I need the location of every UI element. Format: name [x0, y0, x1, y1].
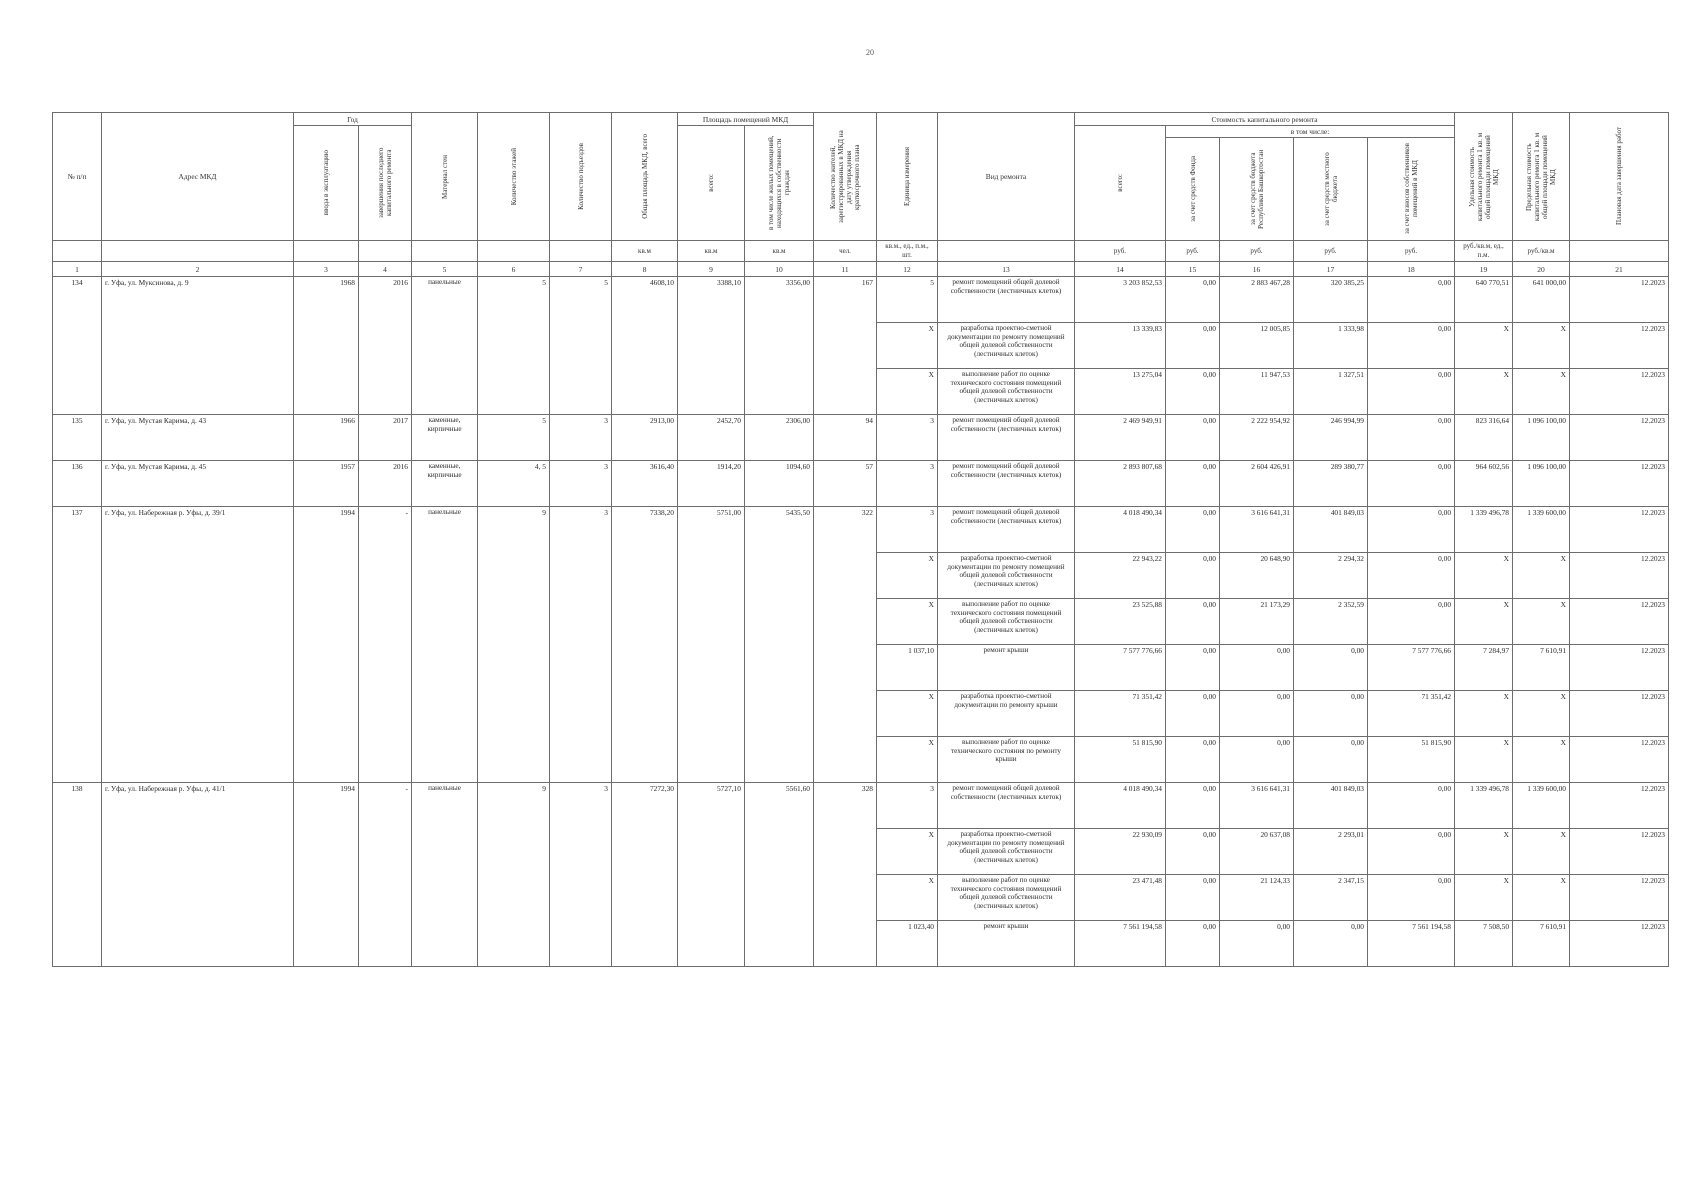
- col-number: 21: [1570, 262, 1669, 277]
- cost-local: 2 347,15: [1294, 875, 1368, 921]
- work-unit: X: [877, 691, 938, 737]
- deadline-date: 12.2023: [1570, 875, 1669, 921]
- resident-count: 167: [814, 277, 877, 415]
- repair-type: выполнение работ по оценке технического состояния помещений общей долевой собственности (лестничных клеток): [938, 599, 1075, 645]
- cost-local: 401 849,03: [1294, 507, 1368, 553]
- commission-year: 1994: [294, 783, 359, 967]
- col-number: 17: [1294, 262, 1368, 277]
- last-repair-year: 2016: [359, 461, 412, 507]
- cost-budget-rb: 20 648,90: [1220, 553, 1294, 599]
- entrance-count: 3: [550, 507, 612, 783]
- cost-budget-rb: 21 124,33: [1220, 875, 1294, 921]
- max-cost: X: [1513, 875, 1570, 921]
- unit-cost: X: [1455, 829, 1513, 875]
- work-unit: 3: [877, 415, 938, 461]
- deadline-date: 12.2023: [1570, 461, 1669, 507]
- table-row: [53, 461, 1669, 507]
- unit-cell: чел.: [814, 241, 877, 262]
- cost-local: 320 385,25: [1294, 277, 1368, 323]
- unit-cost: 964 602,56: [1455, 461, 1513, 507]
- house-number: 138: [53, 783, 102, 967]
- table-row: [53, 415, 1669, 461]
- cost-local: 0,00: [1294, 737, 1368, 783]
- premises-area: 5751,00: [678, 507, 745, 783]
- col-year-commission: ввода в эксплуатацию: [294, 126, 359, 241]
- last-repair-year: 2016: [359, 277, 412, 415]
- commission-year: 1994: [294, 507, 359, 783]
- repair-type: ремонт помещений общей долевой собственности (лестничных клеток): [938, 783, 1075, 829]
- cost-fund: 0,00: [1166, 691, 1220, 737]
- total-area: 3616,40: [612, 461, 678, 507]
- cost-total: 51 815,90: [1075, 737, 1166, 783]
- entrance-count: 3: [550, 783, 612, 967]
- col-number: 13: [938, 262, 1075, 277]
- wall-material: панельные: [412, 507, 478, 783]
- cost-owners: 0,00: [1368, 461, 1455, 507]
- floor-count: 9: [478, 507, 550, 783]
- col-number: 19: [1455, 262, 1513, 277]
- wall-material: панельные: [412, 783, 478, 967]
- col-cost-local: за счет средств местного бюджета: [1294, 138, 1368, 241]
- cost-fund: 0,00: [1166, 829, 1220, 875]
- cost-total: 4 018 490,34: [1075, 783, 1166, 829]
- unit-cost: X: [1455, 737, 1513, 783]
- unit-cell: руб.: [1368, 241, 1455, 262]
- total-area: 7272,30: [612, 783, 678, 967]
- unit-cell: кв.м: [612, 241, 678, 262]
- commission-year: 1957: [294, 461, 359, 507]
- resident-count: 322: [814, 507, 877, 783]
- cost-budget-rb: 2 604 426,91: [1220, 461, 1294, 507]
- deadline-date: 12.2023: [1570, 415, 1669, 461]
- col-number: 1: [53, 262, 102, 277]
- col-num: № п/п: [53, 113, 102, 241]
- cost-owners: 0,00: [1368, 553, 1455, 599]
- col-address: Адрес МКД: [102, 113, 294, 241]
- cost-budget-rb: 12 005,85: [1220, 323, 1294, 369]
- private-premises-area: 5435,50: [745, 507, 814, 783]
- col-number: 8: [612, 262, 678, 277]
- cost-total: 3 203 852,53: [1075, 277, 1166, 323]
- cost-total: 2 893 807,68: [1075, 461, 1166, 507]
- max-cost: 7 610,91: [1513, 921, 1570, 967]
- deadline-date: 12.2023: [1570, 645, 1669, 691]
- total-area: 4608,10: [612, 277, 678, 415]
- cost-local: 2 352,59: [1294, 599, 1368, 645]
- total-area: 7338,20: [612, 507, 678, 783]
- work-unit: X: [877, 553, 938, 599]
- table-row: [53, 277, 1669, 323]
- wall-material: панельные: [412, 277, 478, 415]
- cost-budget-rb: 3 616 641,31: [1220, 507, 1294, 553]
- col-year-group: Год: [294, 113, 412, 126]
- col-cost-incl: в том числе:: [1166, 126, 1455, 138]
- cost-fund: 0,00: [1166, 461, 1220, 507]
- unit-cell: кв.м: [678, 241, 745, 262]
- deadline-date: 12.2023: [1570, 507, 1669, 553]
- column-numbers-row: [53, 262, 1669, 277]
- private-premises-area: 2306,00: [745, 415, 814, 461]
- col-number: 20: [1513, 262, 1570, 277]
- house-address: г. Уфа, ул. Мустая Карима, д. 43: [102, 415, 294, 461]
- max-cost: 1 339 600,00: [1513, 783, 1570, 829]
- cost-total: 13 275,04: [1075, 369, 1166, 415]
- work-unit: X: [877, 737, 938, 783]
- table-row: [53, 507, 1669, 553]
- cost-local: 0,00: [1294, 691, 1368, 737]
- premises-area: 1914,20: [678, 461, 745, 507]
- table-body: [53, 277, 1669, 967]
- col-unit-cost: Удельная стоимость капитального ремонта 1 кв. м общей площади помещений МКД: [1455, 113, 1513, 241]
- floor-count: 5: [478, 415, 550, 461]
- deadline-date: 12.2023: [1570, 691, 1669, 737]
- cost-total: 7 561 194,58: [1075, 921, 1166, 967]
- page-number: 20: [866, 48, 874, 57]
- col-cost-owners: за счет взносов собственников помещений в МКД: [1368, 138, 1455, 241]
- cost-budget-rb: 21 173,29: [1220, 599, 1294, 645]
- col-residents: Количество жителей, зарегистрированных в МКД на дату утверждения краткосрочного плана: [814, 113, 877, 241]
- max-cost: 1 096 100,00: [1513, 415, 1570, 461]
- unit-cost: X: [1455, 553, 1513, 599]
- work-unit: 3: [877, 461, 938, 507]
- repair-plan-sheet: [52, 112, 1668, 967]
- cost-local: 0,00: [1294, 921, 1368, 967]
- unit-cost: X: [1455, 369, 1513, 415]
- premises-area: 3388,10: [678, 277, 745, 415]
- unit-cost: 1 339 496,78: [1455, 783, 1513, 829]
- col-number: 9: [678, 262, 745, 277]
- cost-fund: 0,00: [1166, 645, 1220, 691]
- commission-year: 1968: [294, 277, 359, 415]
- cost-budget-rb: 3 616 641,31: [1220, 783, 1294, 829]
- col-number: 18: [1368, 262, 1455, 277]
- commission-year: 1966: [294, 415, 359, 461]
- work-unit: X: [877, 875, 938, 921]
- house-address: г. Уфа, ул. Набережная р. Уфы, д. 41/1: [102, 783, 294, 967]
- col-cost-total: всего:: [1075, 126, 1166, 241]
- cost-fund: 0,00: [1166, 921, 1220, 967]
- unit-cell: руб.: [1166, 241, 1220, 262]
- cost-owners: 71 351,42: [1368, 691, 1455, 737]
- col-material: Материал стен: [412, 113, 478, 241]
- col-total-area: Общая площадь МКД, всего: [612, 113, 678, 241]
- table-header: [53, 113, 1669, 277]
- max-cost: 1 096 100,00: [1513, 461, 1570, 507]
- col-entrances: Количество подъездов: [550, 113, 612, 241]
- max-cost: X: [1513, 829, 1570, 875]
- premises-area: 2452,70: [678, 415, 745, 461]
- work-unit: X: [877, 323, 938, 369]
- cost-budget-rb: 0,00: [1220, 921, 1294, 967]
- max-cost: X: [1513, 553, 1570, 599]
- col-number: 5: [412, 262, 478, 277]
- entrance-count: 3: [550, 461, 612, 507]
- max-cost: X: [1513, 737, 1570, 783]
- col-floors: Количество этажей: [478, 113, 550, 241]
- cost-fund: 0,00: [1166, 599, 1220, 645]
- repair-type: выполнение работ по оценке технического состояния помещений общей долевой собственности (лестничных клеток): [938, 369, 1075, 415]
- col-number: 6: [478, 262, 550, 277]
- cost-owners: 0,00: [1368, 415, 1455, 461]
- repair-type: ремонт помещений общей долевой собственности (лестничных клеток): [938, 277, 1075, 323]
- premises-area: 5727,10: [678, 783, 745, 967]
- col-deadline: Плановая дата завершения работ: [1570, 113, 1669, 241]
- repair-type: разработка проектно-сметной документации по ремонту помещений общей долевой собственности (лестничных клеток): [938, 323, 1075, 369]
- wall-material: каменные, кирпичные: [412, 415, 478, 461]
- unit-cell: кв.м: [745, 241, 814, 262]
- cost-total: 22 930,09: [1075, 829, 1166, 875]
- cost-fund: 0,00: [1166, 875, 1220, 921]
- house-address: г. Уфа, ул. Мустая Карима, д. 45: [102, 461, 294, 507]
- work-unit: 1 037,10: [877, 645, 938, 691]
- cost-local: 0,00: [1294, 645, 1368, 691]
- work-unit: 3: [877, 507, 938, 553]
- col-year-last-repair: завершения последнего капитального ремонта: [359, 126, 412, 241]
- max-cost: X: [1513, 369, 1570, 415]
- cost-fund: 0,00: [1166, 415, 1220, 461]
- unit-cost: X: [1455, 691, 1513, 737]
- deadline-date: 12.2023: [1570, 553, 1669, 599]
- unit-cost: 7 284,97: [1455, 645, 1513, 691]
- col-number: 7: [550, 262, 612, 277]
- work-unit: 5: [877, 277, 938, 323]
- max-cost: X: [1513, 323, 1570, 369]
- unit-cell: руб.: [1075, 241, 1166, 262]
- col-cost-group: Стоимость капитального ремонта: [1075, 113, 1455, 126]
- unit-cost: 640 770,51: [1455, 277, 1513, 323]
- col-repair-type: Вид ремонта: [938, 113, 1075, 241]
- repair-plan-table: [52, 112, 1669, 967]
- work-unit: X: [877, 829, 938, 875]
- col-unit: Единица измерения: [877, 113, 938, 241]
- repair-type: выполнение работ по оценке технического состояния помещений общей долевой собственности (лестничных клеток): [938, 875, 1075, 921]
- repair-type: ремонт помещений общей долевой собственности (лестничных клеток): [938, 507, 1075, 553]
- private-premises-area: 3356,00: [745, 277, 814, 415]
- col-number: 15: [1166, 262, 1220, 277]
- cost-total: 2 469 949,91: [1075, 415, 1166, 461]
- cost-total: 23 471,48: [1075, 875, 1166, 921]
- work-unit: X: [877, 369, 938, 415]
- cost-owners: 51 815,90: [1368, 737, 1455, 783]
- house-address: г. Уфа, ул. Набережная р. Уфы, д. 39/1: [102, 507, 294, 783]
- private-premises-area: 1094,60: [745, 461, 814, 507]
- repair-type: разработка проектно-сметной документации по ремонту помещений общей долевой собственности (лестничных клеток): [938, 553, 1075, 599]
- col-number: 2: [102, 262, 294, 277]
- max-cost: 7 610,91: [1513, 645, 1570, 691]
- cost-fund: 0,00: [1166, 277, 1220, 323]
- col-number: 10: [745, 262, 814, 277]
- work-unit: 1 023,40: [877, 921, 938, 967]
- cost-owners: 0,00: [1368, 783, 1455, 829]
- deadline-date: 12.2023: [1570, 323, 1669, 369]
- cost-budget-rb: 0,00: [1220, 691, 1294, 737]
- unit-cost: X: [1455, 323, 1513, 369]
- floor-count: 9: [478, 783, 550, 967]
- work-unit: 3: [877, 783, 938, 829]
- cost-fund: 0,00: [1166, 323, 1220, 369]
- table-row: [53, 783, 1669, 829]
- work-unit: X: [877, 599, 938, 645]
- unit-cost: 823 316,64: [1455, 415, 1513, 461]
- resident-count: 57: [814, 461, 877, 507]
- cost-fund: 0,00: [1166, 783, 1220, 829]
- cost-total: 22 943,22: [1075, 553, 1166, 599]
- col-number: 16: [1220, 262, 1294, 277]
- cost-owners: 0,00: [1368, 277, 1455, 323]
- cost-owners: 0,00: [1368, 829, 1455, 875]
- resident-count: 328: [814, 783, 877, 967]
- col-number: 4: [359, 262, 412, 277]
- entrance-count: 5: [550, 277, 612, 415]
- col-premises-total: всего:: [678, 126, 745, 241]
- deadline-date: 12.2023: [1570, 277, 1669, 323]
- deadline-date: 12.2023: [1570, 783, 1669, 829]
- col-cost-budget-rb: за счет средств бюджета Республики Башкортостан: [1220, 138, 1294, 241]
- unit-cost: X: [1455, 875, 1513, 921]
- col-premises-private: в том числе жилых помещений, находящихся в собственности граждан: [745, 126, 814, 241]
- col-cost-fund: за счет средств Фонда: [1166, 138, 1220, 241]
- floor-count: 4, 5: [478, 461, 550, 507]
- cost-owners: 7 561 194,58: [1368, 921, 1455, 967]
- unit-cost: 1 339 496,78: [1455, 507, 1513, 553]
- cost-budget-rb: 2 222 954,92: [1220, 415, 1294, 461]
- last-repair-year: 2017: [359, 415, 412, 461]
- max-cost: 641 000,00: [1513, 277, 1570, 323]
- house-address: г. Уфа, ул. Муксинова, д. 9: [102, 277, 294, 415]
- repair-type: ремонт крыши: [938, 921, 1075, 967]
- unit-cell: руб.: [1220, 241, 1294, 262]
- total-area: 2913,00: [612, 415, 678, 461]
- cost-owners: 0,00: [1368, 507, 1455, 553]
- max-cost: X: [1513, 599, 1570, 645]
- unit-cell: руб./кв.м: [1513, 241, 1570, 262]
- cost-owners: 0,00: [1368, 599, 1455, 645]
- wall-material: каменные, кирпичные: [412, 461, 478, 507]
- cost-total: 71 351,42: [1075, 691, 1166, 737]
- private-premises-area: 5561,60: [745, 783, 814, 967]
- repair-type: ремонт крыши: [938, 645, 1075, 691]
- house-number: 137: [53, 507, 102, 783]
- last-repair-year: -: [359, 507, 412, 783]
- entrance-count: 3: [550, 415, 612, 461]
- cost-local: 1 333,98: [1294, 323, 1368, 369]
- repair-type: разработка проектно-сметной документации по ремонту крыши: [938, 691, 1075, 737]
- unit-cell: кв.м., ед., п.м., шт.: [877, 241, 938, 262]
- cost-local: 1 327,51: [1294, 369, 1368, 415]
- max-cost: 1 339 600,00: [1513, 507, 1570, 553]
- col-max-cost: Предельная стоимость капитального ремонта 1 кв. м общей площади помещений МКД: [1513, 113, 1570, 241]
- cost-fund: 0,00: [1166, 369, 1220, 415]
- deadline-date: 12.2023: [1570, 369, 1669, 415]
- floor-count: 5: [478, 277, 550, 415]
- cost-local: 2 294,32: [1294, 553, 1368, 599]
- cost-owners: 0,00: [1368, 323, 1455, 369]
- col-number: 12: [877, 262, 938, 277]
- deadline-date: 12.2023: [1570, 921, 1669, 967]
- units-row: [53, 241, 1669, 262]
- unit-cell: руб./кв.м, ед., п.м.: [1455, 241, 1513, 262]
- repair-type: разработка проектно-сметной документации по ремонту помещений общей долевой собственности (лестничных клеток): [938, 829, 1075, 875]
- cost-local: 246 994,99: [1294, 415, 1368, 461]
- cost-total: 4 018 490,34: [1075, 507, 1166, 553]
- col-premises-group: Площадь помещений МКД: [678, 113, 814, 126]
- house-number: 136: [53, 461, 102, 507]
- cost-budget-rb: 0,00: [1220, 737, 1294, 783]
- col-number: 11: [814, 262, 877, 277]
- deadline-date: 12.2023: [1570, 599, 1669, 645]
- repair-type: ремонт помещений общей долевой собственности (лестничных клеток): [938, 461, 1075, 507]
- house-number: 134: [53, 277, 102, 415]
- repair-type: ремонт помещений общей долевой собственности (лестничных клеток): [938, 415, 1075, 461]
- cost-total: 23 525,88: [1075, 599, 1166, 645]
- cost-budget-rb: 20 637,08: [1220, 829, 1294, 875]
- cost-budget-rb: 2 883 467,28: [1220, 277, 1294, 323]
- repair-type: выполнение работ по оценке технического состояния по ремонту крыши: [938, 737, 1075, 783]
- house-number: 135: [53, 415, 102, 461]
- cost-local: 401 849,03: [1294, 783, 1368, 829]
- resident-count: 94: [814, 415, 877, 461]
- cost-fund: 0,00: [1166, 737, 1220, 783]
- cost-total: 7 577 776,66: [1075, 645, 1166, 691]
- max-cost: X: [1513, 691, 1570, 737]
- cost-fund: 0,00: [1166, 507, 1220, 553]
- cost-owners: 0,00: [1368, 369, 1455, 415]
- unit-cost: X: [1455, 599, 1513, 645]
- cost-local: 289 380,77: [1294, 461, 1368, 507]
- cost-fund: 0,00: [1166, 553, 1220, 599]
- cost-total: 13 339,83: [1075, 323, 1166, 369]
- cost-budget-rb: 11 947,53: [1220, 369, 1294, 415]
- deadline-date: 12.2023: [1570, 829, 1669, 875]
- cost-owners: 0,00: [1368, 875, 1455, 921]
- cost-owners: 7 577 776,66: [1368, 645, 1455, 691]
- col-number: 14: [1075, 262, 1166, 277]
- unit-cell: руб.: [1294, 241, 1368, 262]
- deadline-date: 12.2023: [1570, 737, 1669, 783]
- unit-cost: 7 508,50: [1455, 921, 1513, 967]
- col-number: 3: [294, 262, 359, 277]
- cost-budget-rb: 0,00: [1220, 645, 1294, 691]
- cost-local: 2 293,01: [1294, 829, 1368, 875]
- last-repair-year: -: [359, 783, 412, 967]
